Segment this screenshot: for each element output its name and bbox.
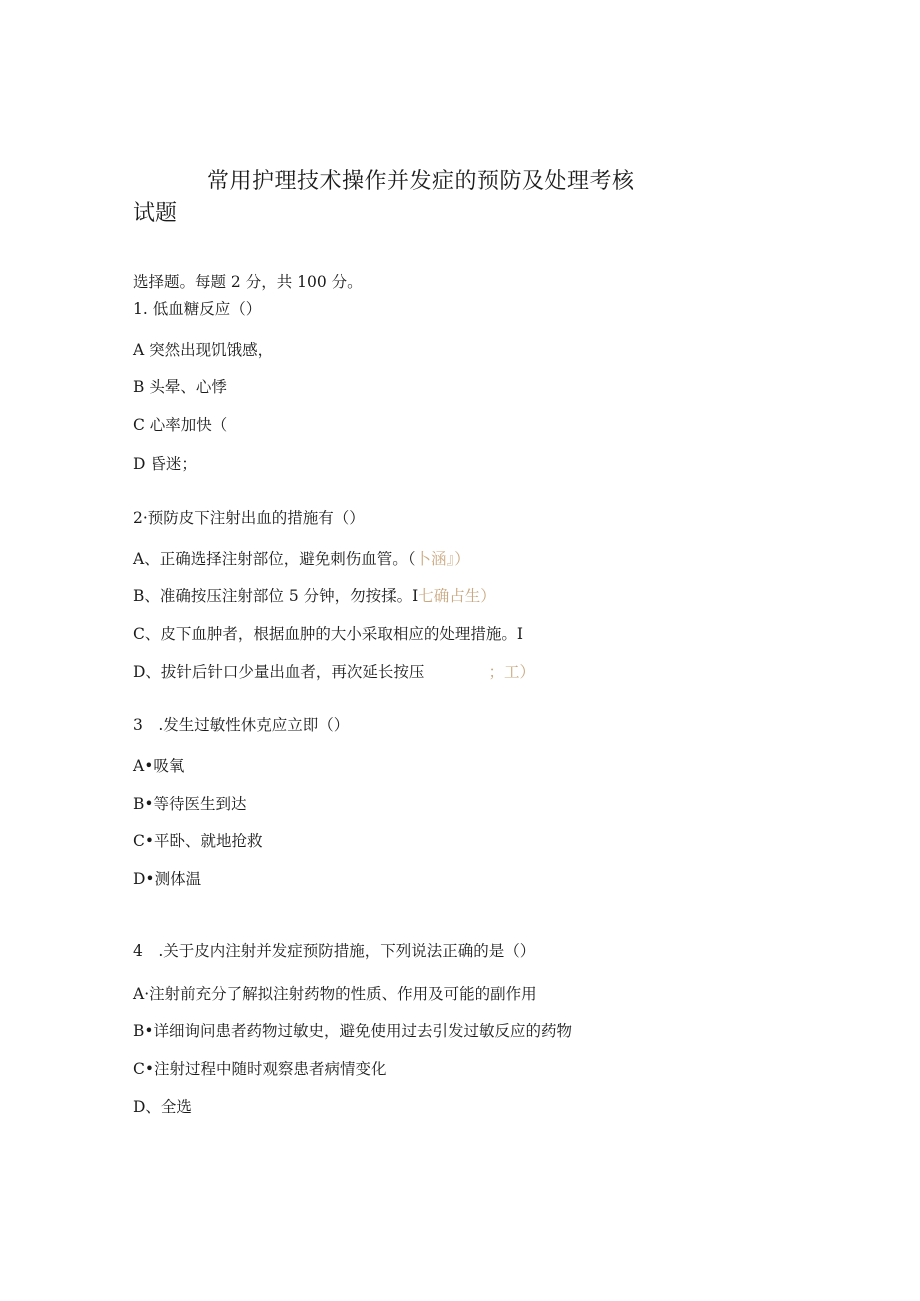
- faint-mark: 卜涵』）: [415, 550, 470, 568]
- question-1-option-b: B 头晕、心悸: [133, 378, 227, 396]
- intro-text: 选择题。每题 2 分，共 100 分。: [133, 273, 363, 291]
- question-3-option-c: C•平卧、就地抢救: [133, 832, 263, 850]
- question-2-option-d: [133, 660, 535, 682]
- question-4-stem: 4 .关于皮内注射并发症预防措施，下列说法正确的是（）: [133, 942, 536, 960]
- faint-mark: 七确占生）: [418, 587, 496, 605]
- document-title-line-2: 试题: [133, 201, 178, 226]
- question-4-option-a: A·注射前充分了解拟注射药物的性质、作用及可能的副作用: [133, 985, 537, 1003]
- question-2-stem: 2·预防皮下注射出血的措施有（）: [133, 509, 365, 527]
- question-3-option-d: D•测体温: [133, 870, 202, 888]
- question-3-option-b: B•等待医生到达: [133, 795, 247, 813]
- question-3-stem: 3 .发生过敏性休克应立即（）: [133, 716, 350, 734]
- question-4-option-c: C•注射过程中随时观察患者病情变化: [133, 1060, 387, 1078]
- option-text: A、正确选择注射部位，避免刺伤血管。（: [133, 550, 416, 568]
- question-4-option-d: D、全选: [133, 1098, 192, 1116]
- question-1-option-d: D 昏迷；: [133, 455, 197, 473]
- question-1-stem: 1. 低血糖反应（）: [133, 300, 262, 318]
- option-text: D、拔针后针口少量出血者，再次延长按压: [133, 663, 425, 681]
- question-3-option-a: A•吸氧: [133, 757, 185, 775]
- option-text: B、准确按压注射部位 5 分钟，勿按揉。I: [133, 587, 419, 605]
- option-text: C、皮下血肿者，根据血肿的大小采取相应的处理措施。I: [133, 625, 523, 643]
- question-1-option-c: C 心率加快（: [133, 416, 228, 434]
- question-2-option-a: [133, 547, 470, 569]
- document-title-line-1: 常用护理技术操作并发症的预防及处理考核: [207, 169, 635, 194]
- faint-mark: ；工）: [488, 663, 535, 681]
- question-1-option-a: A 突然出现饥饿感，: [133, 341, 274, 359]
- question-4-option-b: B•详细询问患者药物过敏史，避免使用过去引发过敏反应的药物: [133, 1022, 573, 1040]
- question-2-option-b: [133, 584, 496, 606]
- question-2-option-c: [133, 622, 523, 644]
